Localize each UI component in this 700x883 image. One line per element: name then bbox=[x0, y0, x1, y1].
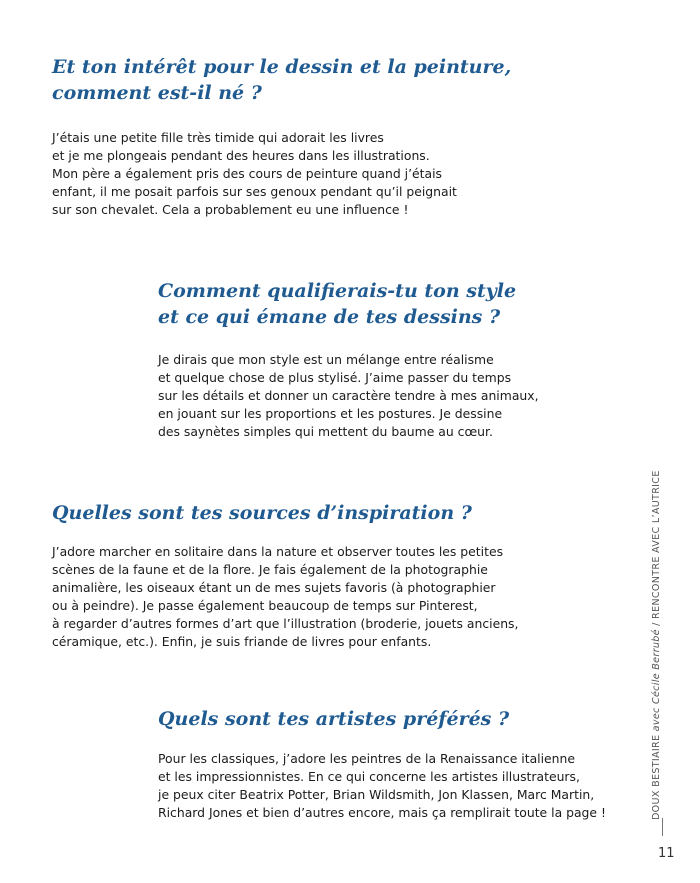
answer-2-line-3: sur les détails et donner un caractère tendre à mes animaux, bbox=[158, 388, 539, 403]
answer-1-line-1: J’étais une petite fille très timide qui adorait les livres bbox=[52, 130, 384, 145]
page-number-rule bbox=[662, 818, 663, 836]
question-1 bbox=[52, 54, 511, 106]
running-header-section: RENCONTRE AVEC L’AUTRICE bbox=[651, 470, 662, 619]
answer-4-line-4: Richard Jones et bien d’autres encore, mais ça remplirait toute la page ! bbox=[158, 805, 606, 820]
question-1-line-2: comment est-il né ? bbox=[52, 82, 262, 104]
question-2-line-1: Comment qualifierais-tu ton style bbox=[158, 280, 517, 302]
question-4 bbox=[158, 706, 509, 732]
running-header-author: Cécile Berrubé bbox=[651, 629, 662, 705]
question-2-line-2: et ce qui émane de tes dessins ? bbox=[158, 306, 501, 328]
question-3 bbox=[52, 500, 472, 526]
answer-4 bbox=[158, 750, 606, 822]
answer-4-line-1: Pour les classiques, j’adore les peintres de la Renaissance italienne bbox=[158, 751, 576, 766]
question-2 bbox=[158, 278, 516, 330]
answer-2-line-2: et quelque chose de plus stylisé. J’aime passer du temps bbox=[158, 370, 512, 385]
running-header bbox=[650, 470, 664, 820]
answer-1 bbox=[52, 129, 457, 219]
answer-3-line-6: céramique, etc.). Enfin, je suis friande de livres pour enfants. bbox=[52, 634, 432, 649]
running-header-author-prefix: avec bbox=[651, 707, 662, 732]
answer-3-line-1: J’adore marcher en solitaire dans la nature et observer toutes les petites bbox=[52, 544, 504, 559]
page-number: 11 bbox=[658, 846, 675, 861]
answer-4-line-2: et les impressionnistes. En ce qui concerne les artistes illustrateurs, bbox=[158, 769, 580, 784]
question-4-line-1: Quels sont tes artistes préférés ? bbox=[158, 708, 510, 730]
answer-3-line-3: animalière, les oiseaux étant un de mes sujets favoris (à photographier bbox=[52, 580, 496, 595]
running-header-separator: / bbox=[651, 622, 662, 626]
answer-4-line-3: je peux citer Beatrix Potter, Brian Wildsmith, Jon Klassen, Marc Martin, bbox=[158, 787, 595, 802]
question-3-line-1: Quelles sont tes sources d’inspiration ? bbox=[52, 502, 472, 524]
answer-3-line-5: à regarder d’autres formes d’art que l’illustration (broderie, jouets anciens, bbox=[52, 616, 519, 631]
answer-2-line-4: en jouant sur les proportions et les postures. Je dessine bbox=[158, 406, 503, 421]
answer-1-line-3: Mon père a également pris des cours de peinture quand j’étais bbox=[52, 166, 442, 181]
running-header-book-title: DOUX BESTIAIRE bbox=[651, 734, 662, 820]
answer-2-line-1: Je dirais que mon style est un mélange entre réalisme bbox=[158, 352, 494, 367]
question-1-line-1: Et ton intérêt pour le dessin et la peinture, bbox=[52, 56, 512, 78]
answer-3-line-2: scènes de la faune et de la flore. Je fais également de la photographie bbox=[52, 562, 488, 577]
answer-1-line-2: et je me plongeais pendant des heures dans les illustrations. bbox=[52, 148, 430, 163]
answer-1-line-4: enfant, il me posait parfois sur ses genoux pendant qu’il peignait bbox=[52, 184, 457, 199]
answer-2 bbox=[158, 351, 539, 441]
answer-3-line-4: ou à peindre). Je passe également beaucoup de temps sur Pinterest, bbox=[52, 598, 478, 613]
answer-3 bbox=[52, 543, 518, 651]
answer-2-line-5: des saynètes simples qui mettent du baume au cœur. bbox=[158, 424, 493, 439]
answer-1-line-5: sur son chevalet. Cela a probablement eu une influence ! bbox=[52, 202, 409, 217]
